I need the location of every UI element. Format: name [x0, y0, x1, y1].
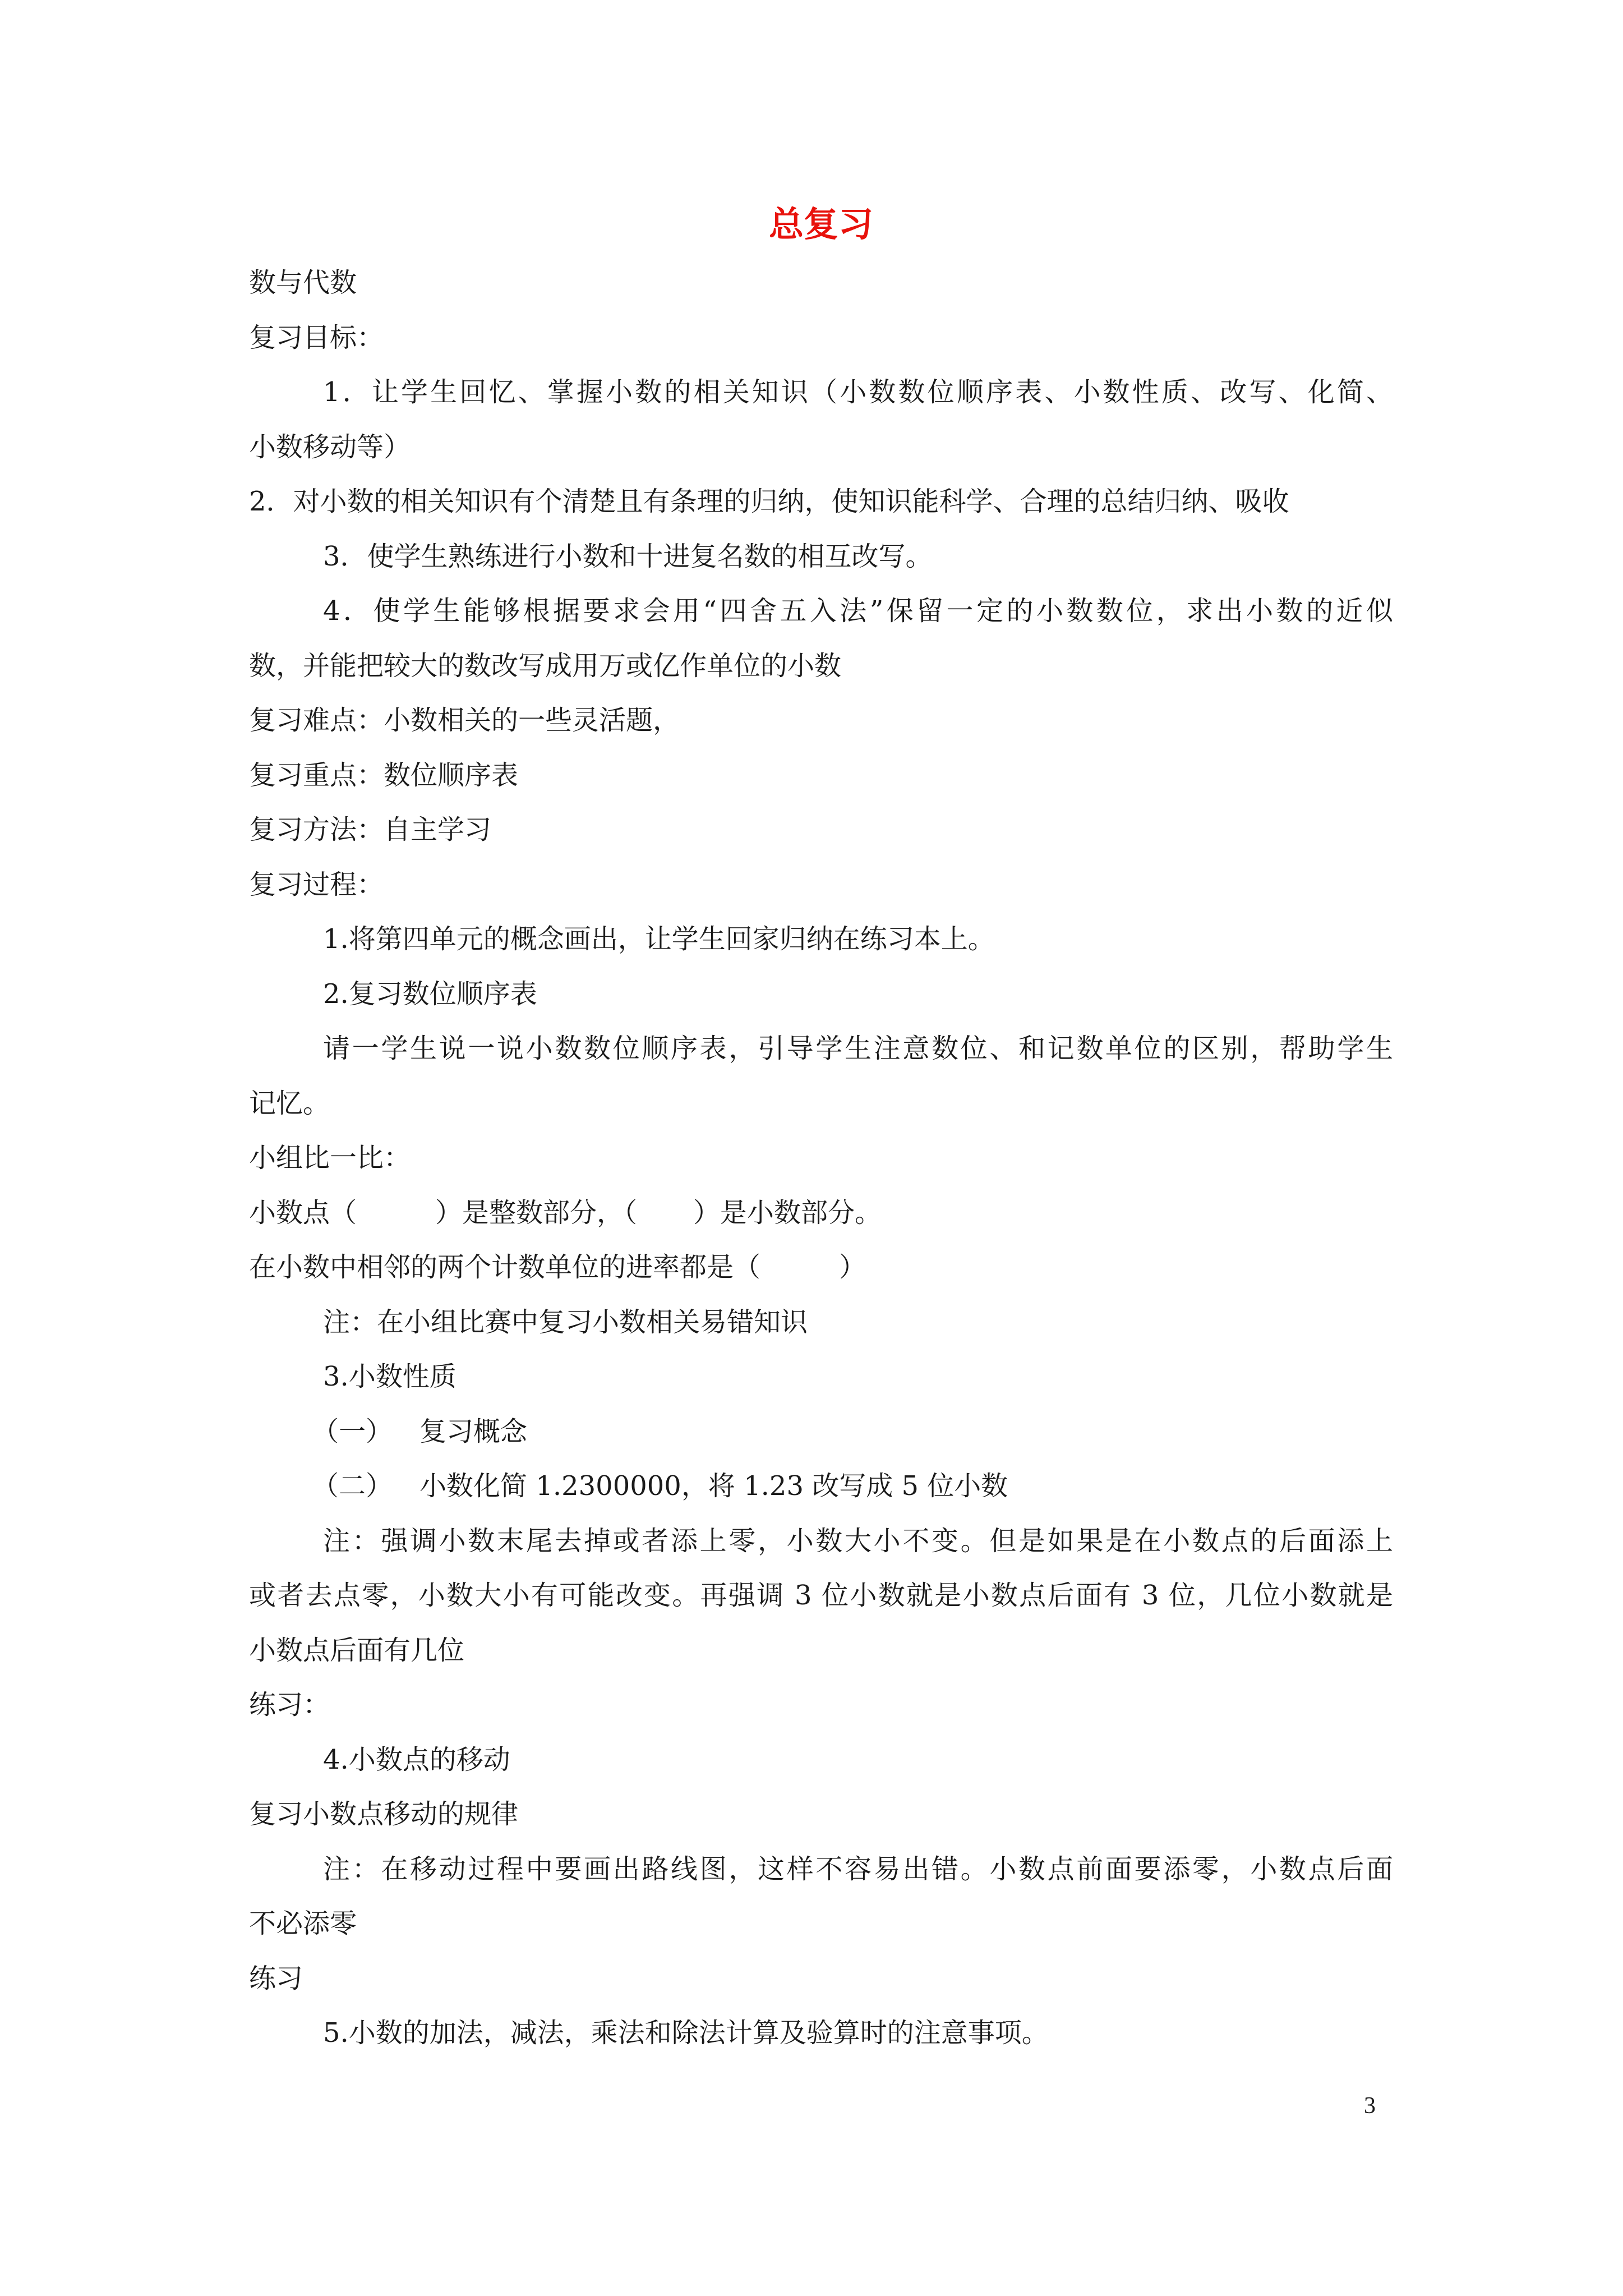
question-1-part-a: 小数点（ [249, 1197, 357, 1228]
fill-blank-question-2 [249, 1240, 1393, 1295]
fill-blank-question-1 [249, 1186, 1393, 1241]
sub-step-1-text: 复习概念 [419, 1415, 528, 1447]
process-step-1: 1.将第四单元的概念画出，让学生回家归纳在练习本上。 [323, 923, 995, 955]
sub-step-1-marker: （一） [312, 1415, 393, 1447]
document-title: 总复习 [768, 204, 873, 245]
goal-1-line-1: 1．让学生回忆、掌握小数的相关知识（小数数位顺序表、小数性质、改写、化简、 [323, 376, 1393, 408]
sub-step-2-marker: （二） [312, 1470, 393, 1502]
note-move-line-1: 注：在移动过程中要画出路线图，这样不容易出错。小数点前面要添零，小数点后面 [323, 1853, 1393, 1885]
process-step-3: 3.小数性质 [323, 1361, 457, 1392]
note-zero-line-2: 或者去点零，小数大小有可能改变。再强调 3 位小数就是小数点后面有 3 位，几位小数就是 [249, 1580, 1393, 1611]
exercise-heading-2: 练习 [249, 1962, 303, 1994]
goal-1-line-2: 小数移动等） [249, 431, 411, 463]
review-difficulty: 复习难点：小数相关的一些灵活题， [249, 705, 680, 736]
note-zero-line-3: 小数点后面有几位 [249, 1634, 465, 1666]
review-method: 复习方法：自主学习 [249, 814, 492, 845]
question-1-part-b: ）是整数部分，（ [435, 1197, 638, 1228]
review-process-heading: 复习过程： [249, 868, 384, 900]
note-move-line-2: 不必添零 [249, 1908, 357, 1939]
process-step-2-detail-line-2: 记忆。 [249, 1087, 330, 1119]
section-heading: 数与代数 [249, 267, 357, 298]
page-number: 3 [1364, 2093, 1376, 2119]
document-page [249, 196, 1393, 2061]
sub-step-2 [249, 1459, 1393, 1514]
group-compare-heading: 小组比一比： [249, 1142, 411, 1174]
process-step-2: 2.复习数位顺序表 [323, 978, 537, 1010]
review-focus: 复习重点：数位顺序表 [249, 759, 519, 791]
question-1-part-c: ）是小数部分。 [693, 1197, 882, 1228]
goal-4-line-2: 数，并能把较大的数改写成用万或亿作单位的小数 [249, 650, 842, 682]
process-step-2-detail-line-1: 请一学生说一说小数数位顺序表，引导学生注意数位、和记数单位的区别，帮助学生 [323, 1033, 1393, 1064]
note-group-review: 注：在小组比赛中复习小数相关易错知识 [323, 1306, 808, 1338]
goal-2: 2．对小数的相关知识有个清楚且有条理的归纳，使知识能科学、合理的总结归纳、吸收 [249, 486, 1289, 517]
note-zero-line-1: 注：强调小数末尾去掉或者添上零，小数大小不变。但是如果是在小数点的后面添上 [323, 1525, 1393, 1557]
goal-3: 3．使学生熟练进行小数和十进复名数的相互改写。 [323, 540, 933, 572]
question-2-part-a: 在小数中相邻的两个计数单位的进率都是（ [249, 1251, 761, 1283]
process-step-4: 4.小数点的移动 [323, 1743, 510, 1775]
process-step-5: 5.小数的加法，减法，乘法和除法计算及验算时的注意事项。 [323, 2017, 1049, 2049]
goal-4-line-1: 4．使学生能够根据要求会用“四舍五入法”保留一定的小数数位，求出小数的近似 [323, 595, 1393, 627]
sub-step-1 [249, 1405, 1393, 1460]
question-2-part-b: ） [839, 1251, 866, 1283]
decimal-move-rule: 复习小数点移动的规律 [249, 1798, 519, 1830]
review-goals-heading: 复习目标： [249, 321, 384, 353]
exercise-heading-1: 练习： [249, 1689, 330, 1720]
sub-step-2-text: 小数化简 1.2300000，将 1.23 改写成 5 位小数 [419, 1470, 1008, 1502]
